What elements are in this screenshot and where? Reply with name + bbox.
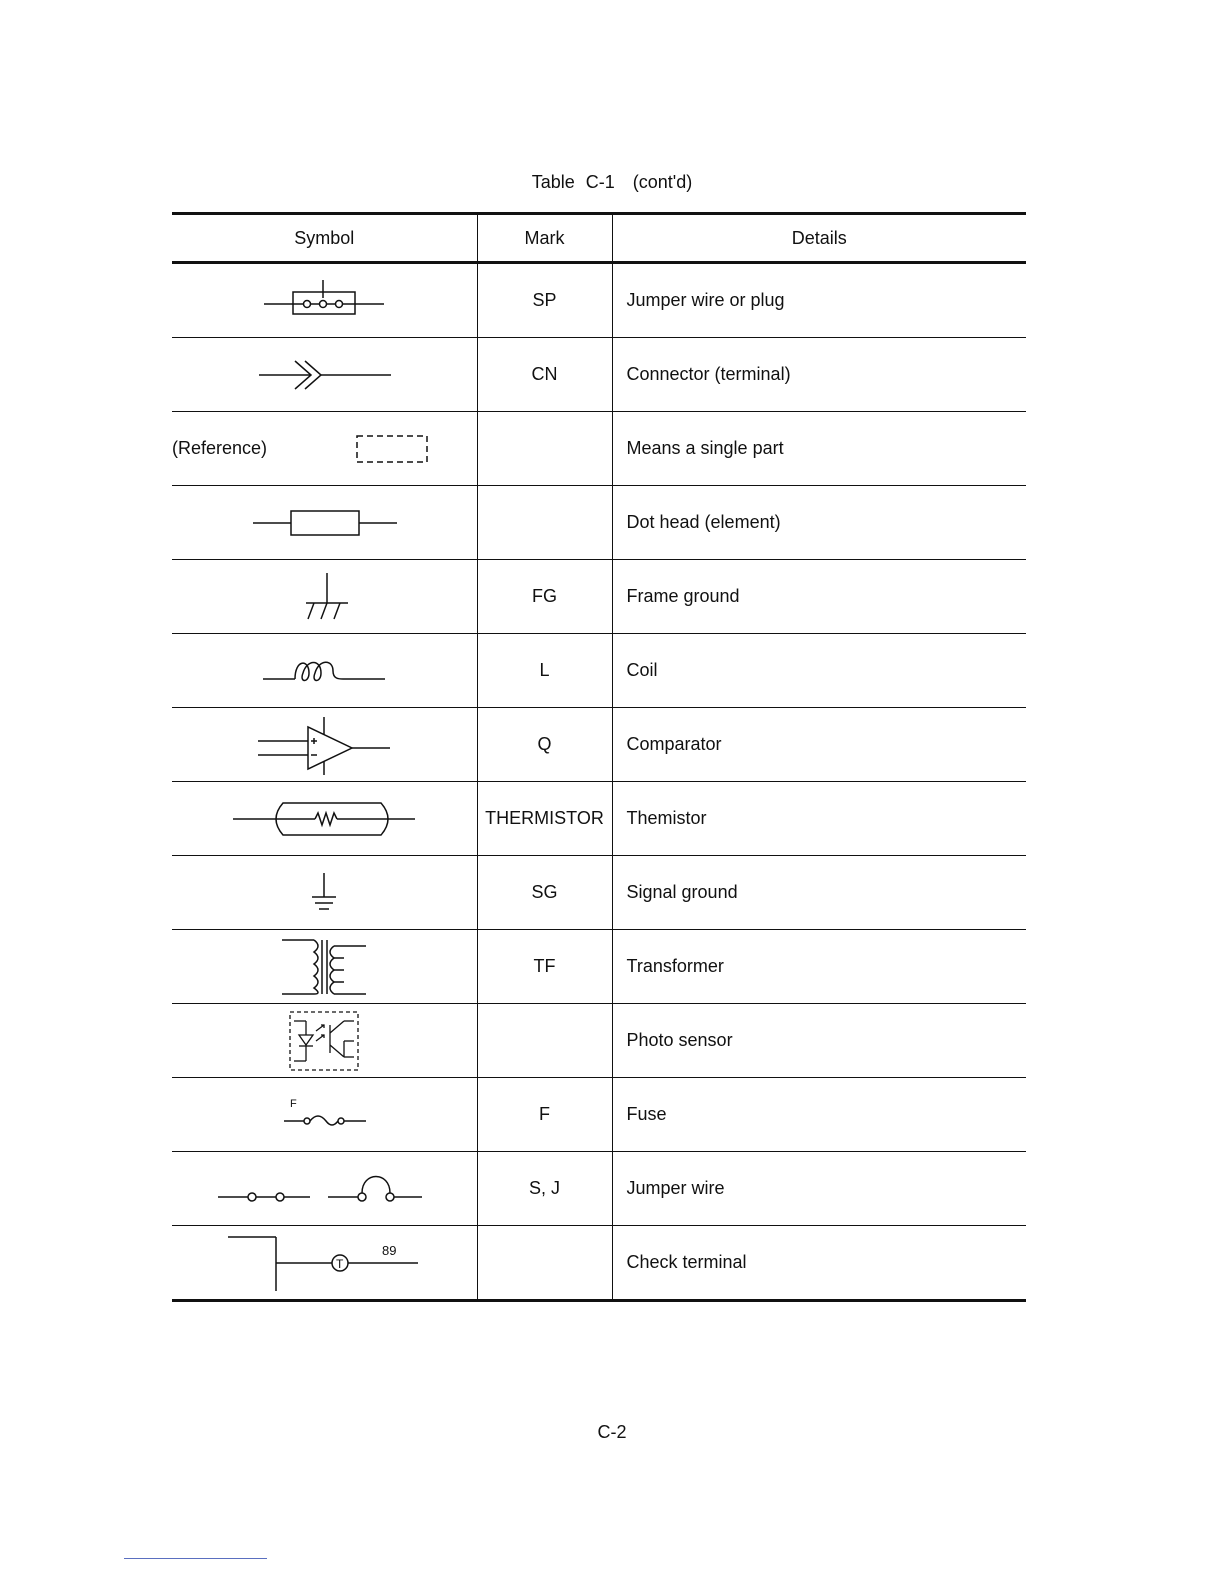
- signal-ground-icon: [304, 871, 344, 915]
- table-row: [172, 1226, 1026, 1301]
- page-number: C-2: [597, 1422, 627, 1442]
- jumper-wire-icon: [214, 1167, 434, 1211]
- frame-ground-icon: [294, 569, 354, 625]
- details-cell: Check terminal: [612, 1226, 1026, 1301]
- table-row: [172, 1152, 1026, 1226]
- table-row: [172, 1078, 1026, 1152]
- header-symbol: Symbol: [172, 214, 477, 263]
- table-row: [172, 708, 1026, 782]
- mark-cell: [477, 486, 612, 560]
- table-row: [172, 1004, 1026, 1078]
- comparator-icon: [254, 713, 394, 777]
- table-row: [172, 263, 1026, 338]
- dot-head-icon: [249, 503, 399, 543]
- mark-cell: L: [477, 634, 612, 708]
- details-cell: Means a single part: [612, 412, 1026, 486]
- check-terminal-label: 89: [382, 1242, 397, 1258]
- mark-cell: [477, 1004, 612, 1078]
- details-cell: Coil: [612, 634, 1026, 708]
- details-cell: Themistor: [612, 782, 1026, 856]
- fuse-icon: [274, 1095, 374, 1135]
- table-row: [172, 338, 1026, 412]
- table-row: [172, 560, 1026, 634]
- header-details: Details: [612, 214, 1026, 263]
- table-title-sub: (cont'd): [632, 172, 693, 192]
- footer-rule: [124, 1558, 267, 1559]
- mark-cell: FG: [477, 560, 612, 634]
- mark-cell: SP: [477, 263, 612, 338]
- table-row: [172, 634, 1026, 708]
- details-cell: Dot head (element): [612, 486, 1026, 560]
- connector-icon: [249, 353, 399, 397]
- symbol-table: [172, 212, 1026, 1302]
- details-cell: Fuse: [612, 1078, 1026, 1152]
- mark-cell: Q: [477, 708, 612, 782]
- details-cell: Frame ground: [612, 560, 1026, 634]
- details-cell: Photo sensor: [612, 1004, 1026, 1078]
- thermistor-icon: [231, 799, 417, 839]
- table-row: [172, 782, 1026, 856]
- header-mark: Mark: [477, 214, 612, 263]
- details-cell: Connector (terminal): [612, 338, 1026, 412]
- coil-icon: [259, 651, 389, 691]
- table-row: [172, 486, 1026, 560]
- photo-sensor-icon: [286, 1009, 362, 1073]
- mark-cell: TF: [477, 930, 612, 1004]
- jumper-plug-icon: [259, 276, 389, 326]
- table-row: [172, 930, 1026, 1004]
- details-cell: Signal ground: [612, 856, 1026, 930]
- check-terminal-icon: [224, 1231, 424, 1295]
- mark-cell: F: [477, 1078, 612, 1152]
- table-title-label: Table C-1: [531, 172, 615, 192]
- mark-cell: [477, 1226, 612, 1301]
- header-row: [172, 214, 1026, 263]
- details-cell: Transformer: [612, 930, 1026, 1004]
- fuse-symbol-label: F: [290, 1097, 297, 1110]
- table-row: [172, 856, 1026, 930]
- details-cell: Jumper wire: [612, 1152, 1026, 1226]
- mark-cell: THERMISTOR: [477, 782, 612, 856]
- mark-cell: [477, 412, 612, 486]
- mark-cell: CN: [477, 338, 612, 412]
- dashed-box-icon: [354, 432, 430, 466]
- details-cell: Comparator: [612, 708, 1026, 782]
- reference-label: (Reference): [172, 438, 268, 458]
- table-title: [0, 172, 1224, 193]
- mark-cell: S, J: [477, 1152, 612, 1226]
- details-cell: Jumper wire or plug: [612, 263, 1026, 338]
- transformer-icon: [274, 934, 374, 1000]
- mark-cell: SG: [477, 856, 612, 930]
- table-row: [172, 412, 1026, 486]
- check-terminal-glyph: T: [336, 1256, 344, 1271]
